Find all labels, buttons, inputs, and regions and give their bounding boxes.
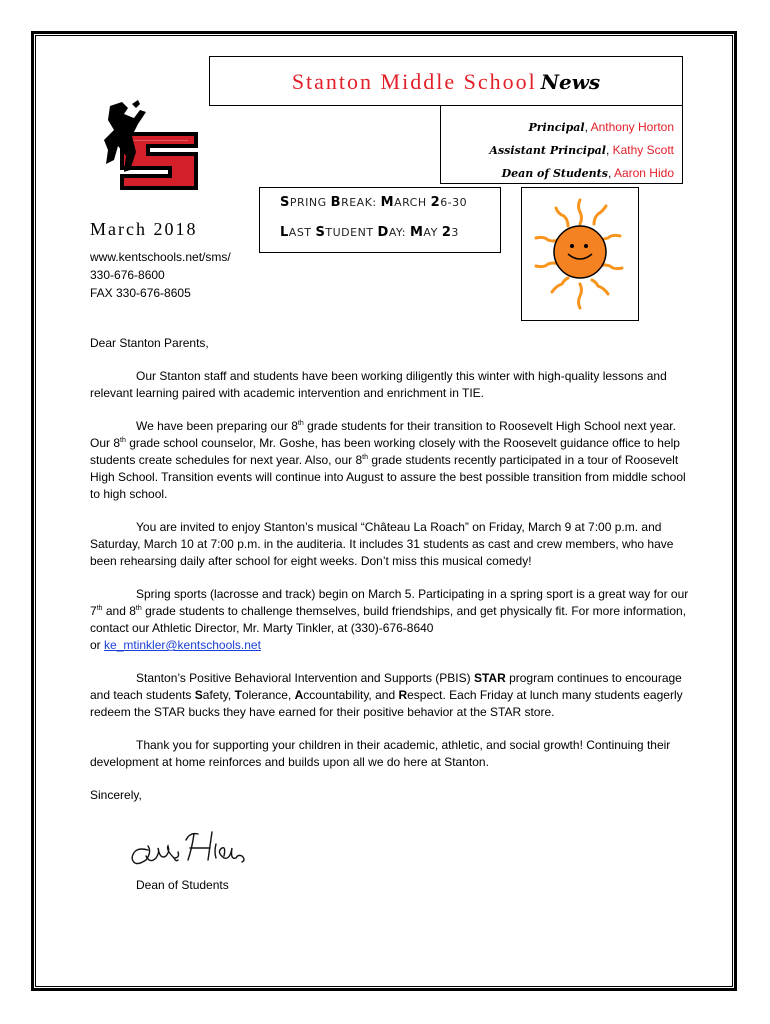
staff-line-assistant-principal: Assistant Principal, Kathy Scott xyxy=(489,143,674,157)
staff-role: Dean of Students xyxy=(501,167,608,180)
staff-name: Kathy Scott xyxy=(612,143,674,157)
sun-clipart-box xyxy=(521,187,639,321)
newsletter-title-box xyxy=(209,56,683,106)
staff-box xyxy=(440,106,683,184)
letter-body xyxy=(90,335,690,820)
last-student-day: LAST STUDENT DAY: MAY 23 xyxy=(280,225,459,240)
handwritten-signature xyxy=(120,820,280,872)
issue-date: March 2018 xyxy=(90,219,198,239)
signer-title: Dean of Students xyxy=(136,878,229,892)
paragraph-2: We have been preparing our 8th grade students for their transition to Roosevelt High School next year. Our 8th grade school counselor, Mr. Goshe, has been working closely with the Roosevelt guidance office to help students create schedules for next year. Also, our 8th grade students recently participated in a tour of Roosevelt High School. Transition events will continue into August to assure the best possible transition from middle school to high school. xyxy=(90,419,686,501)
paragraph-3: You are invited to enjoy Stanton’s musical “Château La Roach” on Friday, March 9 at 7:00 p.m. and Saturday, March 10 at 7:00 p.m. in the auditeria. It includes 31 students as cast and crew members, who have been rehearsing daily after school for eight weeks. Don’t miss this musical comedy! xyxy=(90,520,674,568)
fax: FAX 330-676-8605 xyxy=(90,286,191,300)
staff-role: Assistant Principal xyxy=(489,144,606,157)
staff-line-dean: Dean of Students, Aaron Hido xyxy=(501,166,674,180)
paragraph-6: Thank you for supporting your children in their academic, athletic, and social growth! Continuing their development at home reinforces and builds upon all we do here at Stanton. xyxy=(90,738,671,769)
important-dates-box xyxy=(259,187,501,253)
phone: 330-676-8600 xyxy=(90,268,165,282)
sun-icon xyxy=(522,188,638,320)
news-word: News xyxy=(540,70,601,94)
paragraph-1: Our Stanton staff and students have been working diligently this winter with high-quality lessons and relevant learning paired with academic intervention and enrichment in TIE. xyxy=(90,369,667,400)
website: www.kentschools.net/sms/ xyxy=(90,250,231,264)
school-name: Stanton Middle School xyxy=(291,69,537,94)
staff-name: Anthony Horton xyxy=(590,120,674,134)
spring-break: SPRING BREAK: MARCH 26-30 xyxy=(280,195,468,210)
staff-role: Principal xyxy=(528,121,585,134)
staff-line-principal: Principal, Anthony Horton xyxy=(528,120,674,134)
school-logo xyxy=(92,100,204,192)
staff-name: Aaron Hido xyxy=(613,166,674,180)
athletic-director-email-link[interactable]: ke_mtinkler@kentschools.net xyxy=(104,638,261,652)
contact-block xyxy=(90,218,231,302)
paragraph-5: Stanton’s Positive Behavioral Intervention and Supports (PBIS) STAR program continues to encourage and teach students Safety, Tolerance, Accountability, and Respect. Each Friday at lunch many students eagerly redeem the STAR bucks they have earned for their positive behavior at the STAR store. xyxy=(90,671,683,719)
paragraph-4: Spring sports (lacrosse and track) begin on March 5. Participating in a spring sport is a great way for our 7th and 8th grade students to challenge themselves, build friendships, and get physically fit. For more information, contact our Athletic Director, Mr. Marty Tinkler, at (330)-676-8640 or ke_mtinkler@kentschools.net xyxy=(90,587,689,652)
greeting: Dear Stanton Parents, xyxy=(90,336,209,350)
closing: Sincerely, xyxy=(90,788,142,802)
